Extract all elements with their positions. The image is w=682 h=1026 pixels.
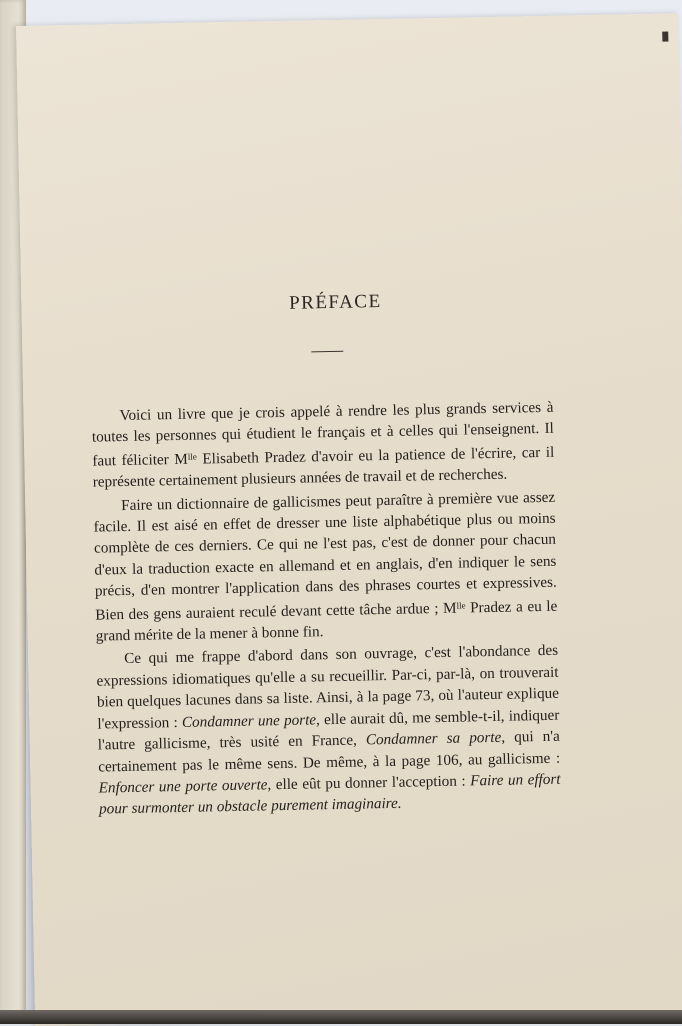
italic-expression: Enfoncer une porte ouverte, <box>98 776 272 797</box>
italic-expression: Faire un effort pour surmonter un obstacle purement imaginaire. <box>98 770 561 818</box>
book-page <box>16 13 682 1026</box>
book-bottom-edge <box>0 1010 682 1024</box>
preface-paragraph <box>91 397 555 493</box>
abbreviation-superscript: lle <box>456 600 466 611</box>
text-segment: Elisabeth Pradez d'avoir eu la patience de l'écrire, car il représente certainement plusieurs années de travail et de recherches. <box>92 443 555 491</box>
text-segment: qui n'a certainement pas le même sens. De même, à la page 106, au gallicisme : <box>98 727 561 776</box>
italic-expression: Condamner une porte, <box>181 710 321 731</box>
preface-paragraph <box>93 486 558 647</box>
title-divider <box>311 351 343 353</box>
text-segment: Ce qui me frappe d'abord dans son ouvrage, c'est l'abondance des expressions idiomatiques qu'elle a su recueillir. Par-ci, par-là, on trouverait bien quelques lacunes dans sa liste. Ainsi, à la page 73, où l'auteur explique l'expression : <box>96 642 560 733</box>
text-segment: Pradez a eu le grand mérite de la mener à bonne fin. <box>95 597 558 645</box>
italic-expression: Condamner sa porte, <box>365 728 506 749</box>
text-segment: elle aurait dû, me semble-t-il, indiquer l'autre gallicisme, très usité en France, <box>97 706 560 754</box>
page-corner-tab <box>662 31 668 41</box>
text-segment: elle eût pu donner l'acception : <box>271 772 471 794</box>
preface-paragraph <box>96 640 561 820</box>
abbreviation-superscript: lle <box>187 451 197 462</box>
text-segment: Faire un dictionnaire de gallicismes peut paraître à première vue assez facile. Il est aisé en effet de dresser une liste alphabétique plus ou moins complète de ces derniers. Ce qui ne l'est pas, c'est de donner pour chacun d'eux la traduction exacte en allemand et en anglais, d'en indiquer le sens précis, d'en montrer l'application dans des phrases courtes et expressives. Bien des gens auraient reculé devant cette tâche ardue ; M <box>93 488 557 624</box>
preface-body <box>91 397 561 823</box>
text-segment: Voici un livre que je crois appelé à rendre les plus grands services à toutes les personnes qui étudient le français et à celles qui l'enseignent. Il faut féliciter M <box>91 398 554 470</box>
page-title: PRÉFACE <box>288 291 382 314</box>
